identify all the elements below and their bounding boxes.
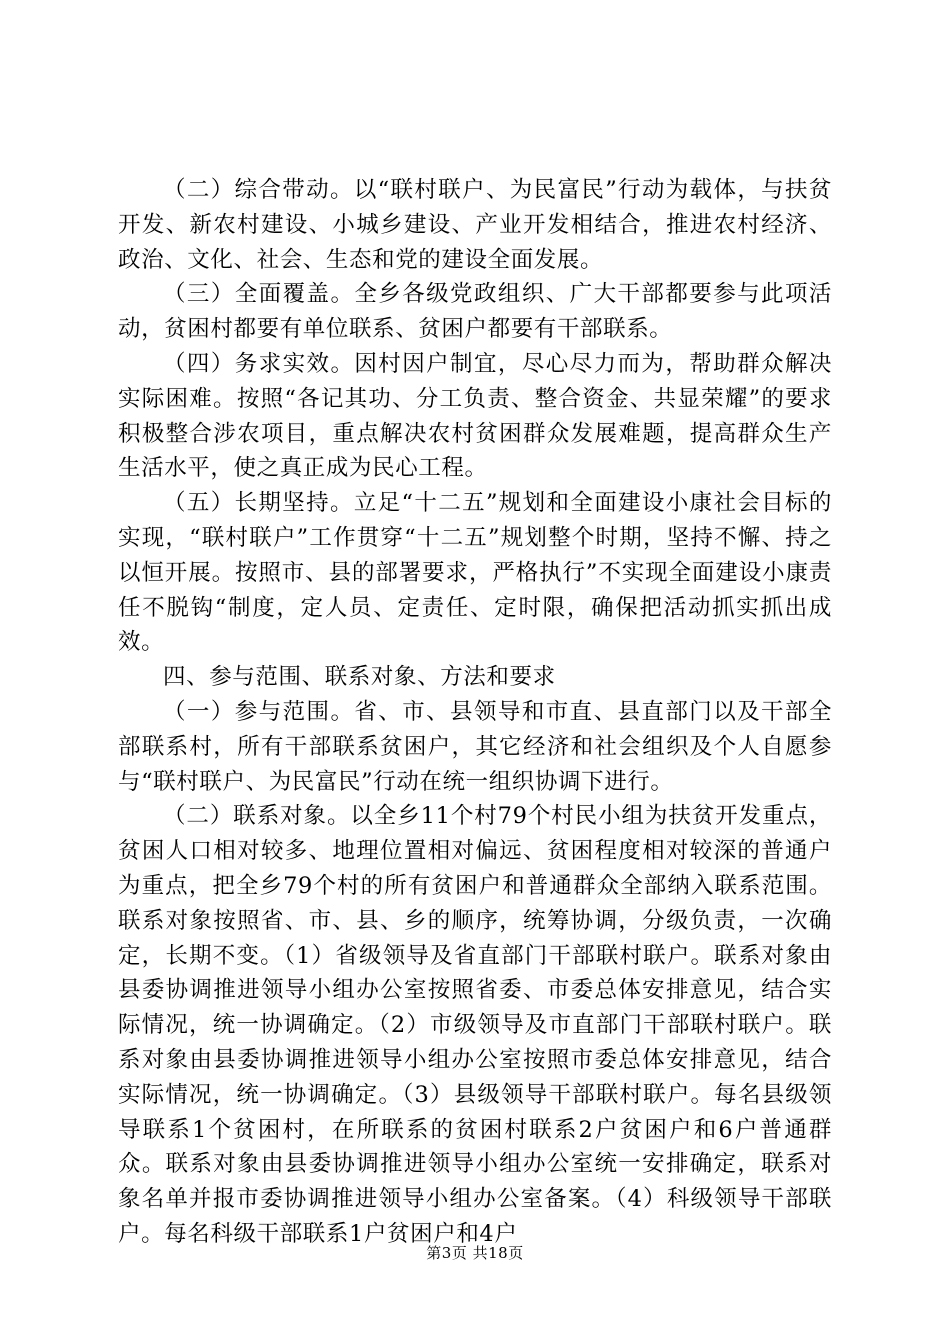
document-body	[118, 173, 832, 1252]
paragraph-comprehensive-drive: （二）综合带动。以“联村联户、为民富民”行动为载体，与扶贫开发、新农村建设、小城乡建设、产业开发相结合，推进农村经济、政治、文化、社会、生态和党的建设全面发展。	[118, 177, 832, 273]
paragraph-contact-targets: （二）联系对象。以全乡11个村79个村民小组为扶贫开发重点，贫困人口相对较多、地理位置相对偏远、贫困程度相对较深的普通户为重点，把全乡79个村的所有贫困户和普通群众全部纳入联系范围。联系对象按照省、市、县、乡的顺序，统筹协调，分级负责，一次确定，长期不变。（1）省级领导及省直部门干部联村联户。联系对象由县委协调推进领导小组办公室按照省委、市委总体安排意见，结合实际情况，统一协调确定。（2）市级领导及市直部门干部联村联户。联系对象由县委协调推进领导小组办公室按照市委总体安排意见，结合实际情况，统一协调确定。（3）县级领导干部联村联户。每名县级领导联系1个贫困村，在所联系的贫困村联系2户贫困户和6户普通群众。联系对象由县委协调推进领导小组办公室统一安排确定，联系对象名单并报市委协调推进领导小组办公室备案。（4）科级领导干部联户。每名科级干部联系1户贫困户和4户	[118, 803, 832, 1247]
paragraph-participation-scope: （一）参与范围。省、市、县领导和市直、县直部门以及干部全部联系村，所有干部联系贫困户，其它经济和社会组织及个人自愿参与“联村联户、为民富民”行动在统一组织协调下进行。	[118, 698, 832, 795]
paragraph-full-coverage: （三）全面覆盖。全乡各级党政组织、广大干部都要参与此项活动，贫困村都要有单位联系、贫困户都要有干部联系。	[118, 281, 832, 343]
section-heading-scope-targets: 四、参与范围、联系对象、方法和要求	[163, 664, 556, 691]
paragraph-practical-results: （四）务求实效。因村因户制宜，尽心尽力而为，帮助群众解决实际困难。按照“各记其功、分工负责、整合资金、共显荣耀”的要求积极整合涉农项目，重点解决农村贫困群众发展难题，提高群众生产生活水平，使之真正成为民心工程。	[118, 350, 832, 482]
paragraph-long-term-persistence: （五）长期坚持。立足“十二五”规划和全面建设小康社会目标的实现，“联村联户”工作贯穿“十二五”规划整个时期，坚持不懈、持之以恒开展。按照市、县的部署要求，严格执行”不实现全面建设小康责任不脱钩“制度，定人员、定责任、定时限，确保把活动抓实抓出成效。	[118, 490, 832, 656]
page-number-footer: 第3页 共18页	[426, 1244, 524, 1262]
